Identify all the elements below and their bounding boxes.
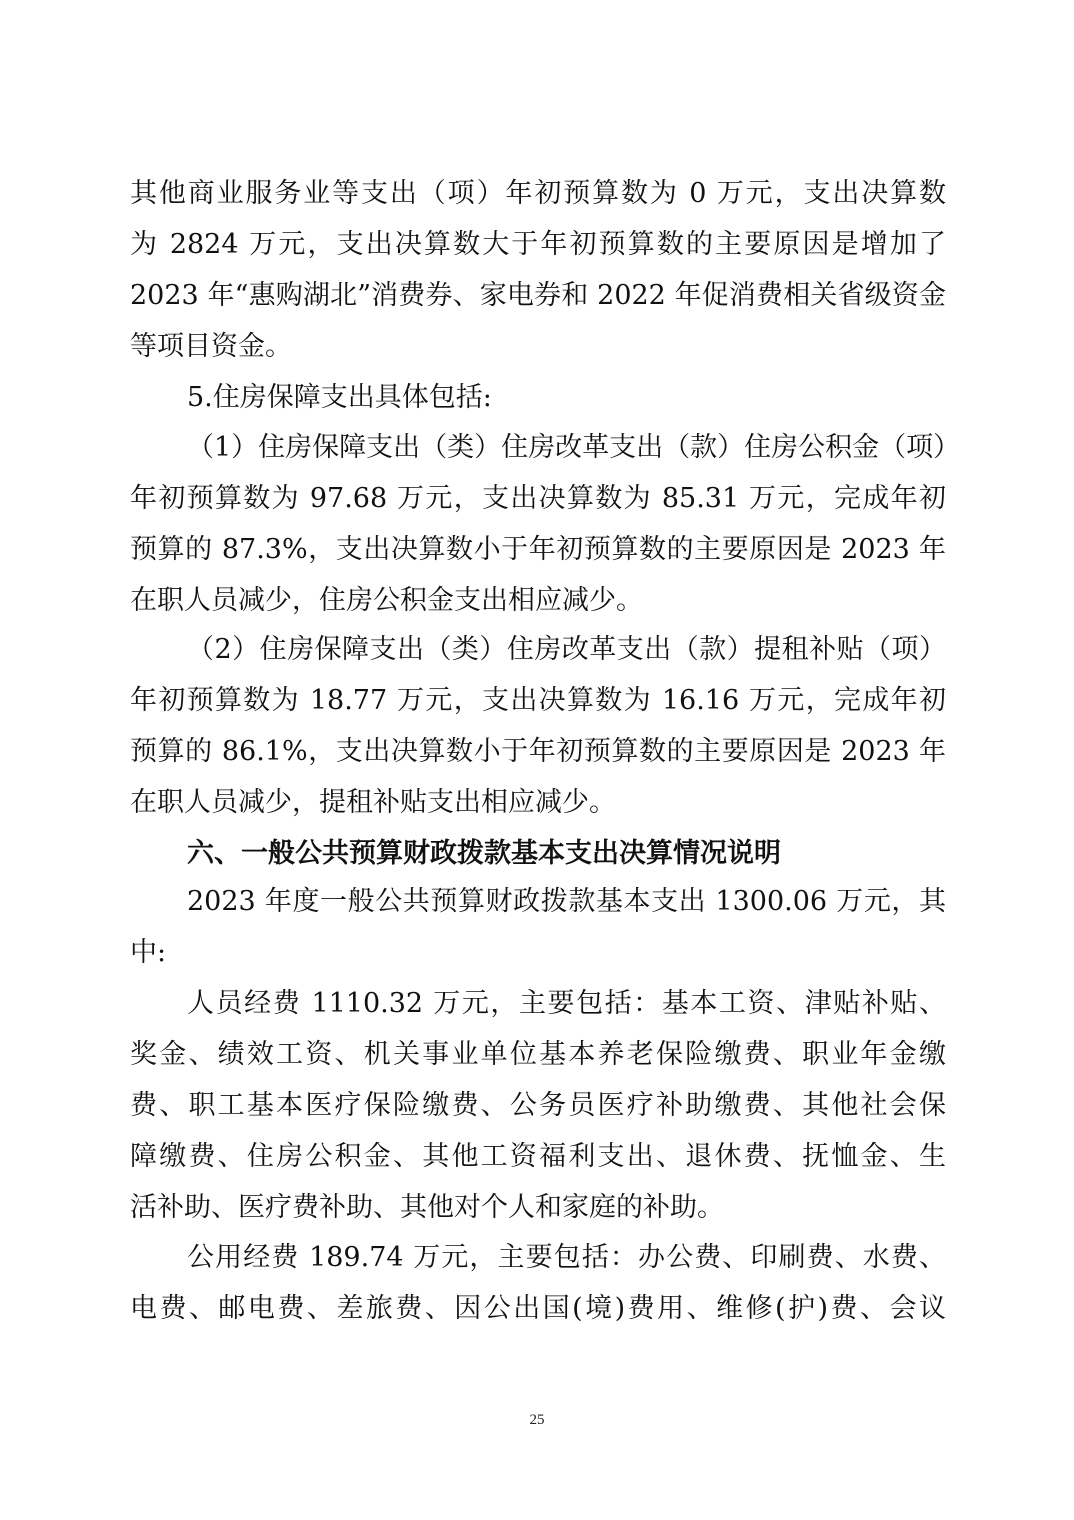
body-text-line: 2023 年“惠购湖北”消费券、家电券和 2022 年促消费相关省级资金 — [130, 280, 946, 311]
body-text-line: 电费、邮电费、差旅费、因公出国(境)费用、维修(护)费、会议 — [130, 1293, 946, 1324]
body-text-line: 在职人员减少，提租补贴支出相应减少。 — [130, 787, 616, 818]
body-text-line: 奖金、绩效工资、机关事业单位基本养老保险缴费、职业年金缴 — [130, 1039, 946, 1070]
body-text-line: 人员经费 1110.32 万元，主要包括：基本工资、津贴补贴、 — [187, 988, 946, 1019]
body-text-line: 预算的 86.1%，支出决算数小于年初预算数的主要原因是 2023 年 — [130, 736, 946, 767]
body-text-line: 2023 年度一般公共预算财政拨款基本支出 1300.06 万元，其 — [187, 886, 946, 917]
body-text-line: （2）住房保障支出（类）住房改革支出（款）提租补贴（项） — [187, 634, 946, 665]
body-text-line: 障缴费、住房公积金、其他工资福利支出、退休费、抚恤金、生 — [130, 1141, 946, 1172]
body-text-line: 年初预算数为 97.68 万元，支出决算数为 85.31 万元，完成年初 — [130, 483, 946, 514]
page-number: 25 — [529, 1412, 545, 1428]
body-text-line: 费、职工基本医疗保险缴费、公务员医疗补助缴费、其他社会保 — [130, 1090, 946, 1121]
body-text-line: 等项目资金。 — [130, 331, 292, 362]
body-text-line: 预算的 87.3%，支出决算数小于年初预算数的主要原因是 2023 年 — [130, 534, 946, 565]
body-text-line: 在职人员减少，住房公积金支出相应减少。 — [130, 585, 643, 616]
section-subheading: 5.住房保障支出具体包括: — [187, 382, 492, 413]
body-text-line: 活补助、医疗费补助、其他对个人和家庭的补助。 — [130, 1192, 724, 1223]
body-text-line: 公用经费 189.74 万元，主要包括：办公费、印刷费、水费、 — [187, 1242, 946, 1273]
body-text-line: 年初预算数为 18.77 万元，支出决算数为 16.16 万元，完成年初 — [130, 685, 946, 716]
section-heading: 六、一般公共预算财政拨款基本支出决算情况说明 — [187, 838, 781, 869]
body-text-line: （1）住房保障支出（类）住房改革支出（款）住房公积金（项） — [187, 432, 961, 463]
body-text-line: 为 2824 万元，支出决算数大于年初预算数的主要原因是增加了 — [130, 229, 946, 260]
body-text-line: 中: — [130, 937, 167, 968]
body-text-line: 其他商业服务业等支出（项）年初预算数为 0 万元，支出决算数 — [130, 178, 946, 209]
